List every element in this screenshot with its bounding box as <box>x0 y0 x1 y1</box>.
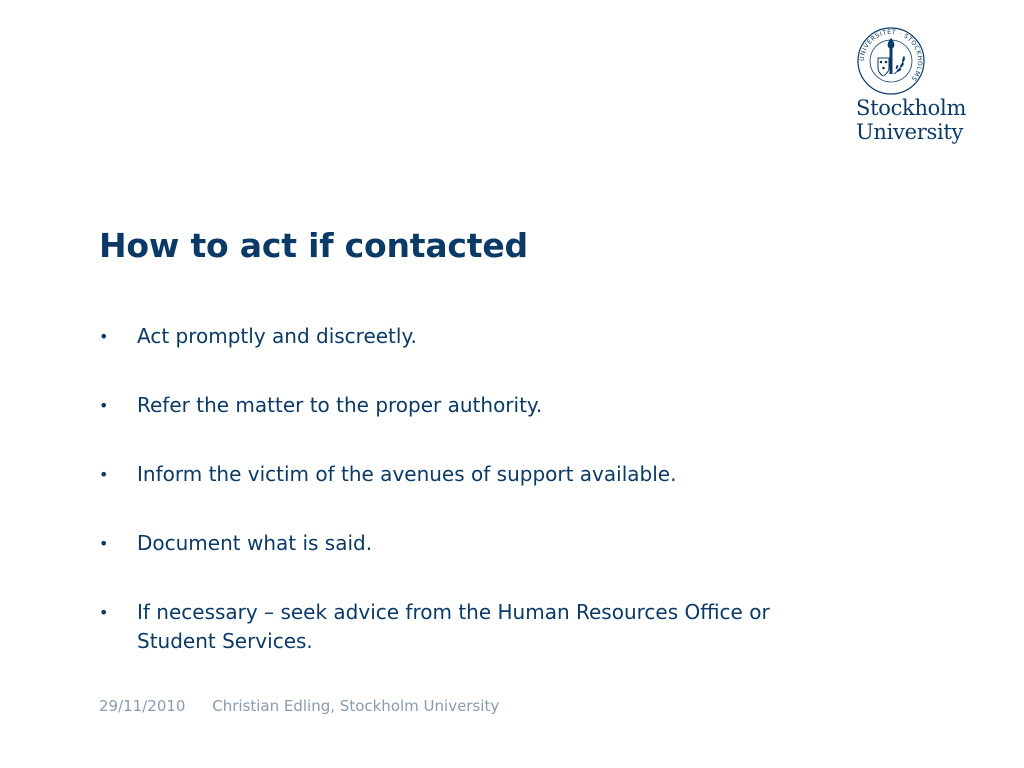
footer-author: Christian Edling, Stockholm University <box>212 697 500 715</box>
bullet-marker: • <box>99 534 109 553</box>
bullet-text: Document what is said. <box>137 531 373 555</box>
bullet-marker: • <box>99 396 109 415</box>
bullet-item <box>99 391 859 420</box>
bullet-text: If necessary – seek advice from the Human Resources Office or Student Services. <box>137 600 770 653</box>
bullet-text: Refer the matter to the proper authority. <box>137 393 543 417</box>
stockholm-university-logo <box>852 26 982 148</box>
footer-date: 29/11/2010 <box>99 697 186 715</box>
bullet-item <box>99 598 859 656</box>
bullet-item <box>99 529 859 558</box>
bullet-marker: • <box>99 603 109 622</box>
bullet-marker: • <box>99 465 109 484</box>
bullet-text: Act promptly and discreetly. <box>137 324 417 348</box>
bullet-marker: • <box>99 327 109 346</box>
bullet-list <box>99 322 859 696</box>
slide-title: How to act if contacted <box>99 226 528 265</box>
bullet-item <box>99 322 859 351</box>
bullet-item <box>99 460 859 489</box>
logo-wordmark-line2: University <box>856 120 964 144</box>
bullet-text: Inform the victim of the avenues of support available. <box>137 462 677 486</box>
slide-footer <box>99 697 499 715</box>
seal-text: UNIVERSITET · STOCKHOLMS <box>858 28 924 83</box>
university-seal-icon <box>856 26 926 96</box>
logo-wordmark-line1: Stockholm <box>856 96 967 120</box>
